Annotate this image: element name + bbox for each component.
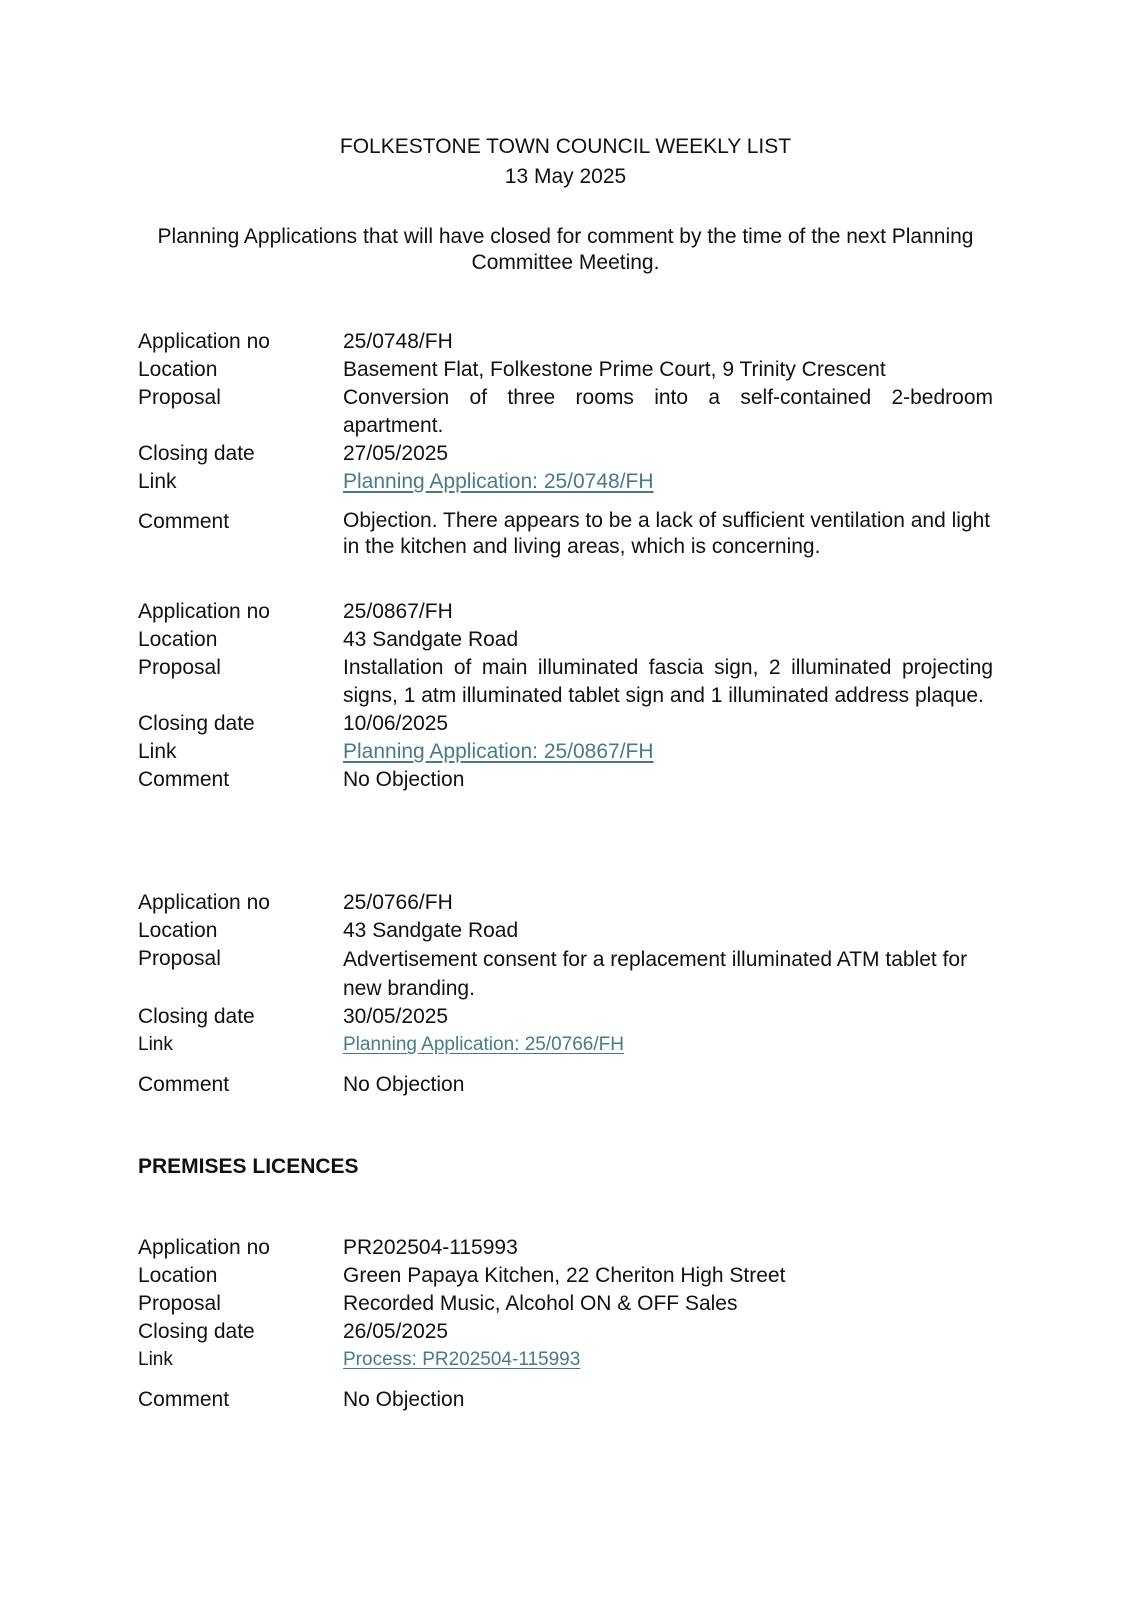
proposal-label: Proposal [138,656,221,679]
comment-row [138,1071,998,1099]
proposal-label: Proposal [138,1292,221,1315]
comment-label: Comment [138,768,230,791]
comment-value: No Objection [343,1388,465,1411]
intro-paragraph: Planning Applications that will have closed for comment by the time of the next Planning Committee Meeting. [157,225,974,274]
comment-value: Objection. There appears to be a lack of sufficient ventilation and light in the kitchen and living areas, which is concerning. [343,509,991,558]
comment-row [138,1386,998,1414]
process-link[interactable]: Process: PR202504-115993 [343,1349,581,1370]
application-no-label: Application no [138,1236,270,1259]
closing-date-label: Closing date [138,712,255,735]
proposal-label: Proposal [138,386,221,409]
location-row [138,626,998,654]
document-title [0,132,1131,192]
application-no-value: 25/0867/FH [343,600,453,623]
link-row [138,468,998,496]
link-label: Link [138,1034,173,1055]
closing-date-row [138,440,998,468]
application-entry [138,598,998,794]
closing-date-row [138,1318,998,1346]
proposal-row [138,654,998,710]
comment-label: Comment [138,510,230,533]
application-no-label: Application no [138,600,270,623]
proposal-row [138,945,998,1003]
location-row [138,1262,998,1290]
closing-date-value: 10/06/2025 [343,712,449,735]
application-no-label: Application no [138,891,270,914]
planning-application-link[interactable]: Planning Application: 25/0766/FH [343,1034,624,1055]
comment-value: No Objection [343,768,465,791]
proposal-label: Proposal [138,947,221,970]
location-label: Location [138,628,218,651]
title-text: FOLKESTONE TOWN COUNCIL WEEKLY LIST [339,135,792,158]
proposal-value: Installation of main illuminated fascia sign, 2 illuminated projecting signs, 1 atm illuminated tablet sign and 1 illuminated address plaque. [343,656,993,707]
application-no-value: 25/0748/FH [343,330,453,353]
closing-date-value: 30/05/2025 [343,1005,449,1028]
link-label: Link [138,470,177,493]
link-label: Link [138,740,177,763]
comment-label: Comment [138,1388,230,1411]
closing-date-row [138,710,998,738]
closing-date-value: 27/05/2025 [343,442,449,465]
link-row [138,1031,998,1059]
location-label: Location [138,1264,218,1287]
application-entry [138,328,998,560]
proposal-value: Conversion of three rooms into a self-contained 2-bedroom apartment. [343,386,993,437]
location-value: Green Papaya Kitchen, 22 Cheriton High Street [343,1264,786,1287]
link-label: Link [138,1349,173,1370]
planning-application-link[interactable]: Planning Application: 25/0867/FH [343,740,654,763]
link-row [138,738,998,766]
proposal-row [138,384,998,440]
closing-date-label: Closing date [138,1320,255,1343]
location-label: Location [138,919,218,942]
premises-entry [138,1234,998,1414]
location-label: Location [138,358,218,381]
application-no-row [138,1234,998,1262]
closing-date-label: Closing date [138,1005,255,1028]
closing-date-value: 26/05/2025 [343,1320,449,1343]
application-entry [138,889,998,1099]
premises-licences-heading: PREMISES LICENCES [138,1155,359,1178]
application-no-label: Application no [138,330,270,353]
location-row [138,917,998,945]
proposal-value: Advertisement consent for a replacement illuminated ATM tablet for new branding. [343,948,968,1000]
application-no-row [138,328,998,356]
title-date: 13 May 2025 [504,165,627,188]
application-no-row [138,598,998,626]
application-no-value: PR202504-115993 [343,1236,518,1259]
proposal-row [138,1290,998,1318]
application-no-value: 25/0766/FH [343,891,453,914]
proposal-value: Recorded Music, Alcohol ON & OFF Sales [343,1292,738,1315]
location-row [138,356,998,384]
closing-date-label: Closing date [138,442,255,465]
location-value: Basement Flat, Folkestone Prime Court, 9 Trinity Crescent [343,358,886,381]
comment-row [138,508,998,560]
location-value: 43 Sandgate Road [343,919,519,942]
closing-date-row [138,1003,998,1031]
planning-application-link[interactable]: Planning Application: 25/0748/FH [343,470,654,493]
link-row [138,1346,998,1374]
application-no-row [138,889,998,917]
comment-value: No Objection [343,1073,465,1096]
comment-label: Comment [138,1073,230,1096]
location-value: 43 Sandgate Road [343,628,519,651]
comment-row [138,766,998,794]
